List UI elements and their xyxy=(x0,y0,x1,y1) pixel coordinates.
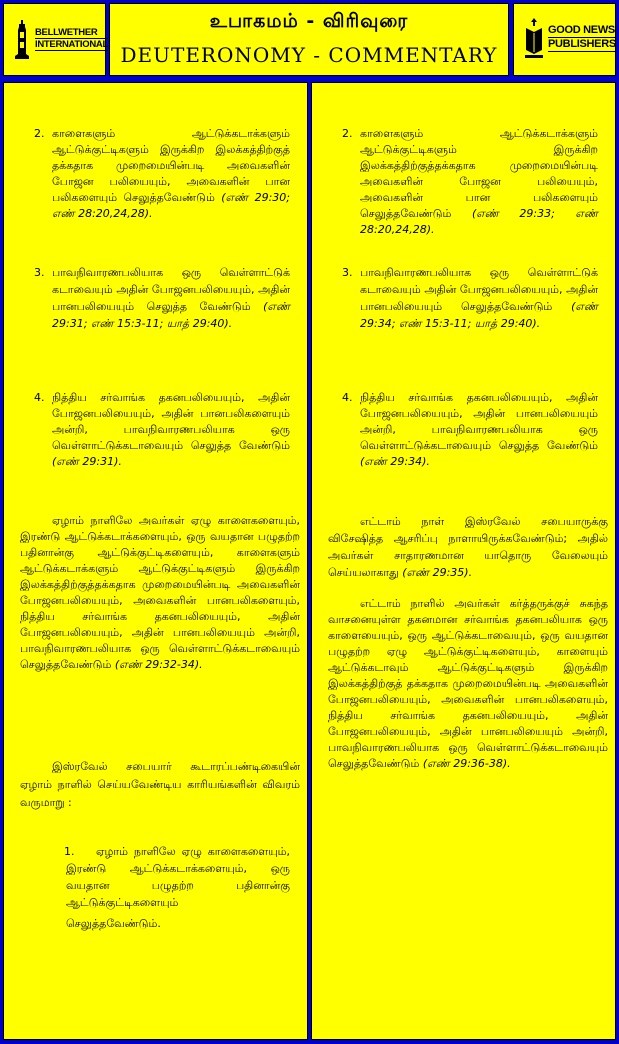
right-column xyxy=(311,82,616,1040)
left-column xyxy=(3,82,308,1040)
right-item-2-ref: (எண் 29:33; எண் 28:20,24,28). xyxy=(360,207,598,236)
left-paragraph-1-text: ஏழாம் நாளிலே அவர்கள் ஏழு காளைகளையும், இரண்டு ஆட்டுக்கடாக்களையும், ஒரு வயதான பழுதற்ற பதினான்கு ஆட்டுக்குட்டிகளையும், காளைகளும் ஆட்டுக்கடாக்களும் ஆட்டுக்குட்டிகளும் இருக்கிற இலக்கத்திற்குத்தக்கதாக முறைமையின்படி அவைகளின் போஜனபலியையும், அவைகளின் பானபலிகளையும், நித்திய சர்வாங்க தகனபலியையும், அதின் போஜனபலியையும், அதின் பானபலியையும் அன்றி, பாவநிவாரணபலியாக ஒரு வெள்ளாட்டுக்கடாவையும் செலுத்தவேண்டும் xyxy=(20,514,300,671)
left-item-3-ref: (எண் 29:31; எண் 15:3-11; யாத் 29:40). xyxy=(52,300,290,330)
right-paragraph-1 xyxy=(328,513,608,581)
right-item-2-number: 2. xyxy=(342,127,353,140)
right-item-4 xyxy=(342,390,598,470)
right-paragraph-2 xyxy=(328,596,608,772)
right-paragraph-2-text: எட்டாம் நாளில் அவர்கள் கர்த்தருக்குச் சுகந்த வாசனையுள்ள தகனமான சர்வாங்க தகனபலியாக ஒரு காளையையும், ஒரு ஆட்டுக்கடாவையும், ஒரு வயதான பழுதற்ற ஏழு ஆட்டுக்குட்டிகளையும், காளையும் ஆட்டுக்கடாவும் ஆட்டுக்குட்டிகளும் இருக்கிற இலக்கத்திற்குத் தக்கதாக முறைமையின்படி அவைகளின் போஜனபலியையும், அவைகளின் பானபலிகளையும், நித்திய சர்வாங்க தகனபலியையும், அதின் போஜனபலியையும், அதின் பானபலியையும் அன்றி, பாவநிவாரணபலியாக ஒரு வெள்ளாட்டுக்கடாவையும் செலுத்தவேண்டும் xyxy=(328,597,608,770)
bellwether-icon xyxy=(12,18,32,60)
page-header xyxy=(109,3,509,76)
right-item-3-ref: (எண் 29:34; எண் 15:3-11; யாத் 29:40). xyxy=(360,300,598,330)
right-paragraph-1-text: எட்டாம் நாள் இஸ்ரவேல் சபையாருக்கு விசேஷித்த ஆசரிப்பு நாளாயிருக்கவேண்டும்; அதில் அவர்கள் சாதாரணமான யாதொரு வேலையும் செய்யலாகாது xyxy=(328,515,608,579)
right-item-2 xyxy=(342,126,598,238)
left-item-3-number: 3. xyxy=(34,266,45,279)
right-paragraph-2-ref: (எண் 29:36-38). xyxy=(422,757,511,770)
page-title-english: DEUTERONOMY - COMMENTARY xyxy=(120,43,498,67)
good-news-logo-box xyxy=(513,3,616,76)
left-item-4-text: நித்திய சர்வாங்க தகனபலியையும், அதின் போஜனபலியையும், அதின் பானபலிகளையும் அன்றி, பாவநிவாரணபலியாக ஒரு வெள்ளாட்டுக்கடாவையும் செலுத்த வேண்டும் xyxy=(52,391,290,452)
right-item-4-ref: (எண் 29:34). xyxy=(360,455,430,468)
good-news-logo-text xyxy=(548,24,616,52)
book-icon xyxy=(522,16,546,60)
left-item-2-text: காளைகளும் ஆட்டுக்கடாக்களும் ஆட்டுக்குட்டிகளும் இருக்கிற இலக்கத்திற்குத் தக்கதாக முறைமையின்படி அவைகளின் போஜன பலியையும், அவைகளின் பான பலிகளையும் செலுத்தவேண்டும் xyxy=(52,127,290,204)
page-title-tamil: உபாகமம் - விரிவுரை xyxy=(209,10,409,32)
left-item-2 xyxy=(34,126,290,222)
left-item-4-number: 4. xyxy=(34,391,45,404)
bellwether-logo-box xyxy=(3,3,106,76)
right-item-3-number: 3. xyxy=(342,266,353,279)
left-item-4-ref: (எண் 29:31). xyxy=(52,455,122,468)
left-paragraph-1 xyxy=(20,513,300,673)
right-item-3 xyxy=(342,264,598,332)
right-item-3-text: பாவநிவாரணபலியாக ஒரு வெள்ளாட்டுக் கடாவையும் அதின் போஜனபலியையும், அதின் பானபலியையும் செலுத்தவேண்டும் xyxy=(360,266,598,313)
left-subitem-1-number: 1. xyxy=(64,845,75,858)
bellwether-logo-text xyxy=(35,27,108,51)
good-news-logo xyxy=(522,16,616,60)
left-item-2-number: 2. xyxy=(34,127,45,140)
bellwether-logo-line1: BELLWETHER xyxy=(35,27,108,39)
good-news-logo-line2: PUBLISHERS xyxy=(548,38,616,50)
right-item-4-text: நித்திய சர்வாங்க தகனபலியையும், அதின் போஜனபலியையும், அதின் பானபலியையும் அன்றி, பாவநிவாரணபலியாக ஒரு வெள்ளாட்டுக்கடாவையும் செலுத்த வேண்டும் xyxy=(360,391,598,452)
good-news-logo-line1: GOOD NEWS xyxy=(548,24,615,36)
left-subitem-1-last: செலுத்தவேண்டும். xyxy=(66,917,161,930)
right-item-2-text: காளைகளும் ஆட்டுக்கடாக்களும் ஆட்டுக்குட்டிகளும் இருக்கிற இலக்கத்திற்குத்தக்கதாக முறைமையின்படி அவைகளின் போஜன பலியையும், அவைகளின் பான பலிகளையும் செலுத்தவேண்டும் xyxy=(360,127,598,220)
bellwether-logo xyxy=(12,18,108,60)
right-paragraph-1-ref: (எண் 29:35). xyxy=(402,566,473,579)
left-item-2-ref: (எண் 29:30; எண் 28:20,24,28). xyxy=(52,191,290,220)
left-paragraph-2-text: இஸ்ரவேல் சபையார் கூடாரப்பண்டிகையின் ஏழாம் நாளில் செய்யவேண்டிய காரியங்களின் விவரம் வருமாறு : xyxy=(20,760,300,809)
left-item-3 xyxy=(34,264,290,332)
left-subitem-1 xyxy=(66,843,290,932)
bellwether-logo-line2: INTERNATIONAL xyxy=(35,39,108,50)
left-paragraph-1-ref: (எண் 29:32-34). xyxy=(114,658,203,671)
left-item-4 xyxy=(34,390,290,470)
left-paragraph-2 xyxy=(20,758,300,812)
right-item-4-number: 4. xyxy=(342,391,353,404)
left-subitem-1-text: ஏழாம் நாளிலே ஏழு காளைகளையும், இரண்டு ஆட்டுக்கடாக்களையும், ஒரு வயதான பழுதற்ற பதினான்கு ஆட்டுக்குட்டிகளையும் xyxy=(66,845,290,909)
left-item-3-text: பாவநிவாரணபலியாக ஒரு வெள்ளாட்டுக் கடாவையும் அதின் போஜனபலியையும், அதின் பானபலியையும் செலுத்த வேண்டும் xyxy=(52,266,290,313)
